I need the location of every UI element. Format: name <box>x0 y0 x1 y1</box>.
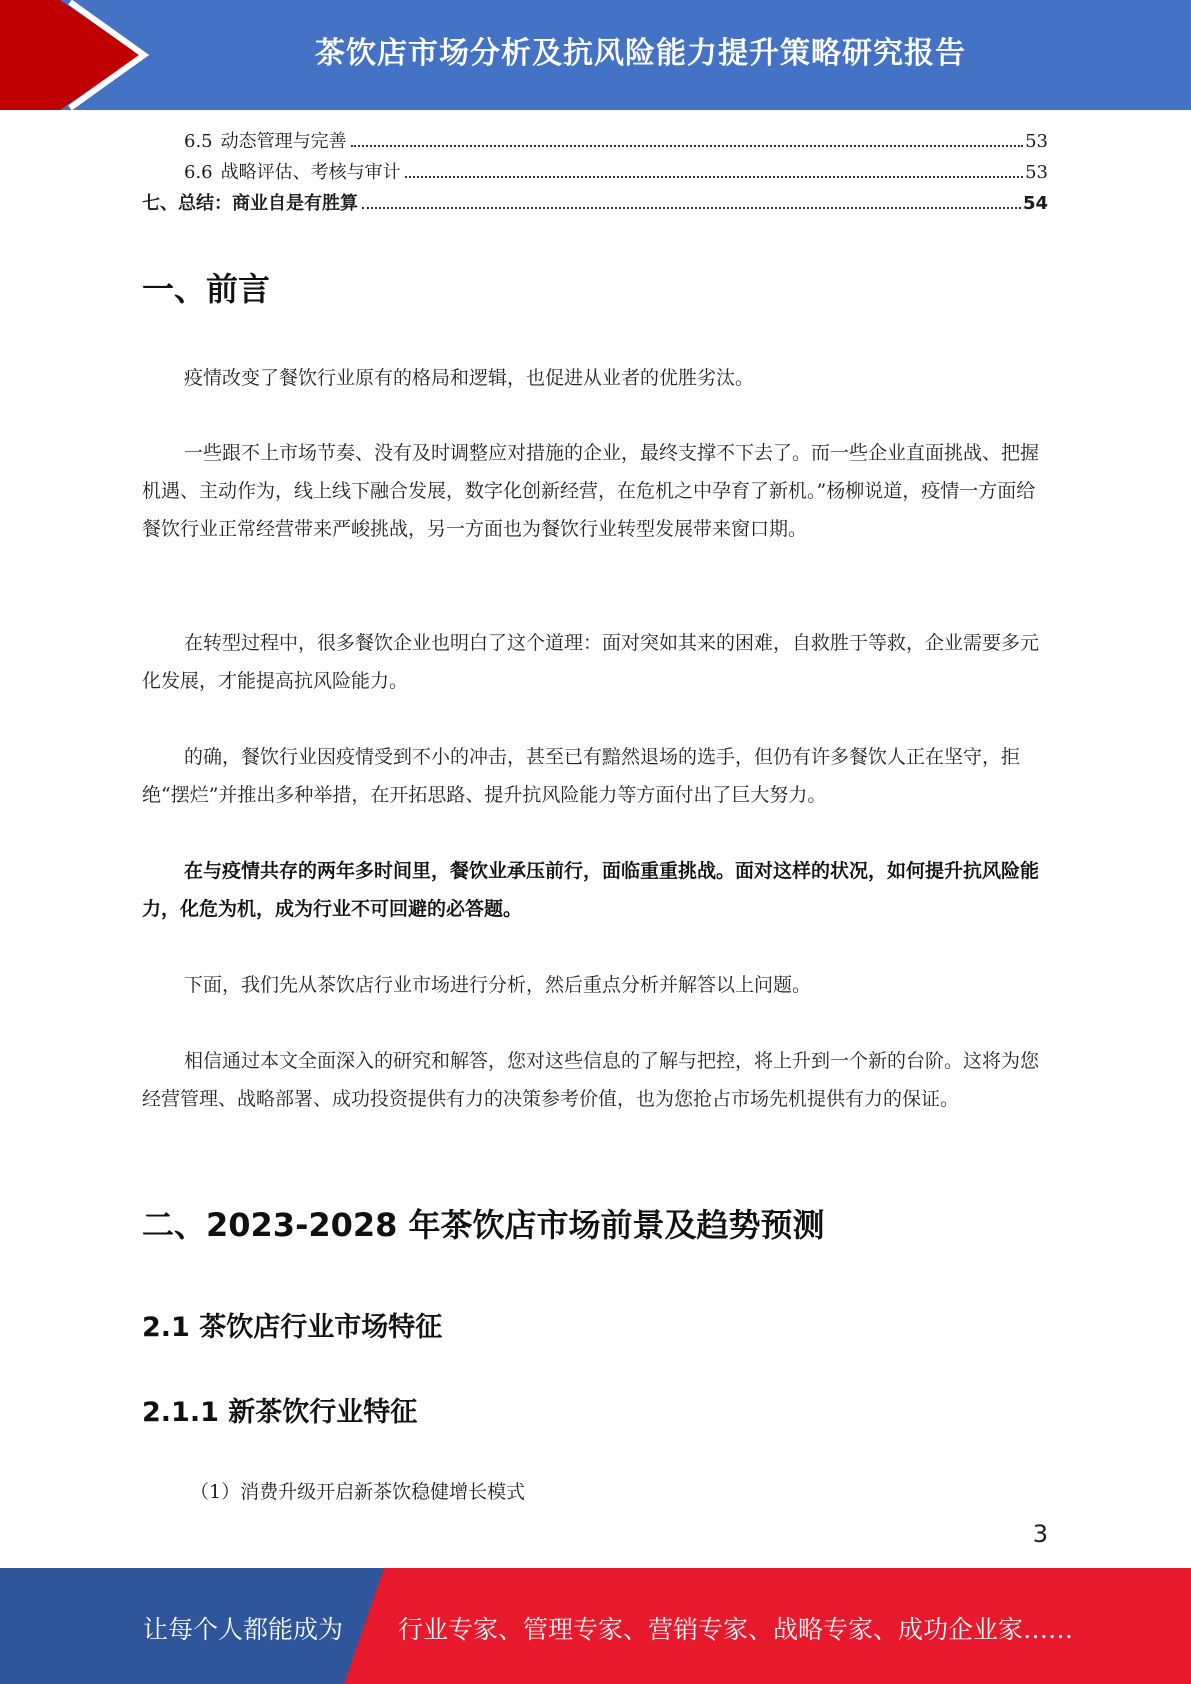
paragraph: 一些跟不上市场节奏、没有及时调整应对措施的企业，最终支撑不下去了。而一些企业直面挑战、把握机遇、主动作为，线上线下融合发展，数字化创新经营，在危机之中孕育了新机。”杨柳说道，疫情一方面给餐饮行业正常经营带来严峻挑战，另一方面也为餐饮行业转型发展带来窗口期。 <box>142 442 1040 540</box>
subsection-heading: 2.1 茶饮店行业市场特征 <box>142 1312 443 1343</box>
section-heading-forecast: 二、2023-2028 年茶饮店市场前景及趋势预测 <box>142 1206 825 1244</box>
toc-entry-label: 七、总结：商业自是有胜算 <box>142 193 358 214</box>
toc-entry-label: 动态管理与完善 <box>220 131 347 152</box>
toc-entry-page: 53 <box>1025 162 1048 183</box>
toc-dot-leader <box>351 145 1023 147</box>
subsubsection-heading: 2.1.1 新茶饮行业特征 <box>142 1397 418 1428</box>
header-chevron-decoration <box>0 0 160 110</box>
paragraph: 下面，我们先从茶饮店行业市场进行分析，然后重点分析并解答以上问题。 <box>184 974 812 996</box>
toc-entry-page: 53 <box>1025 131 1048 152</box>
toc-entry[interactable] <box>142 158 1048 189</box>
paragraph: 相信通过本文全面深入的研究和解答，您对这些信息的了解与把控，将上升到一个新的台阶。这将为您经营管理、战略部署、成功投资提供有力的决策参考价值，也为您抢占市场先机提供有力的保证。 <box>142 1050 1040 1110</box>
list-item: （1）消费升级开启新茶饮稳健增长模式 <box>190 1481 526 1503</box>
toc-dot-leader <box>405 176 1023 178</box>
toc-entry-number: 6.5 <box>184 131 213 152</box>
toc-entry-number: 6.6 <box>184 162 213 183</box>
report-title: 茶饮店市场分析及抗风险能力提升策略研究报告 <box>315 36 966 71</box>
toc-entry[interactable] <box>142 189 1048 220</box>
paragraph-emphasis: 在与疫情共存的两年多时间里，餐饮业承压前行，面临重重挑战。面对这样的状况，如何提升抗风险能力，化危为机，成为行业不可回避的必答题。 <box>142 860 1040 920</box>
paragraph: 疫情改变了餐饮行业原有的格局和逻辑，也促进从业者的优胜劣汰。 <box>184 367 755 389</box>
footer-slogan-right: 行业专家、管理专家、营销专家、战略专家、成功企业家…… <box>398 1615 1074 1644</box>
toc-entry[interactable] <box>142 127 1048 158</box>
header-banner <box>0 0 1191 110</box>
toc-dot-leader <box>362 207 1021 209</box>
paragraph: 的确，餐饮行业因疫情受到不小的冲击，甚至已有黯然退场的选手，但仍有许多餐饮人正在坚守，拒绝“摆烂”并推出多种举措，在开拓思路、提升抗风险能力等方面付出了巨大努力。 <box>142 746 1021 806</box>
footer-banner <box>0 1568 1191 1684</box>
page-number: 3 <box>1032 1520 1048 1548</box>
toc-entry-label: 战略评估、考核与审计 <box>220 162 401 183</box>
section-heading-preface: 一、前言 <box>142 270 271 308</box>
footer-slogan-left: 让每个人都能成为 <box>143 1615 344 1644</box>
paragraph: 在转型过程中，很多餐饮企业也明白了这个道理：面对突如其来的困难，自救胜于等救，企业需要多元化发展，才能提高抗风险能力。 <box>142 632 1040 692</box>
table-of-contents <box>142 127 1048 220</box>
toc-entry-page: 54 <box>1022 193 1048 214</box>
